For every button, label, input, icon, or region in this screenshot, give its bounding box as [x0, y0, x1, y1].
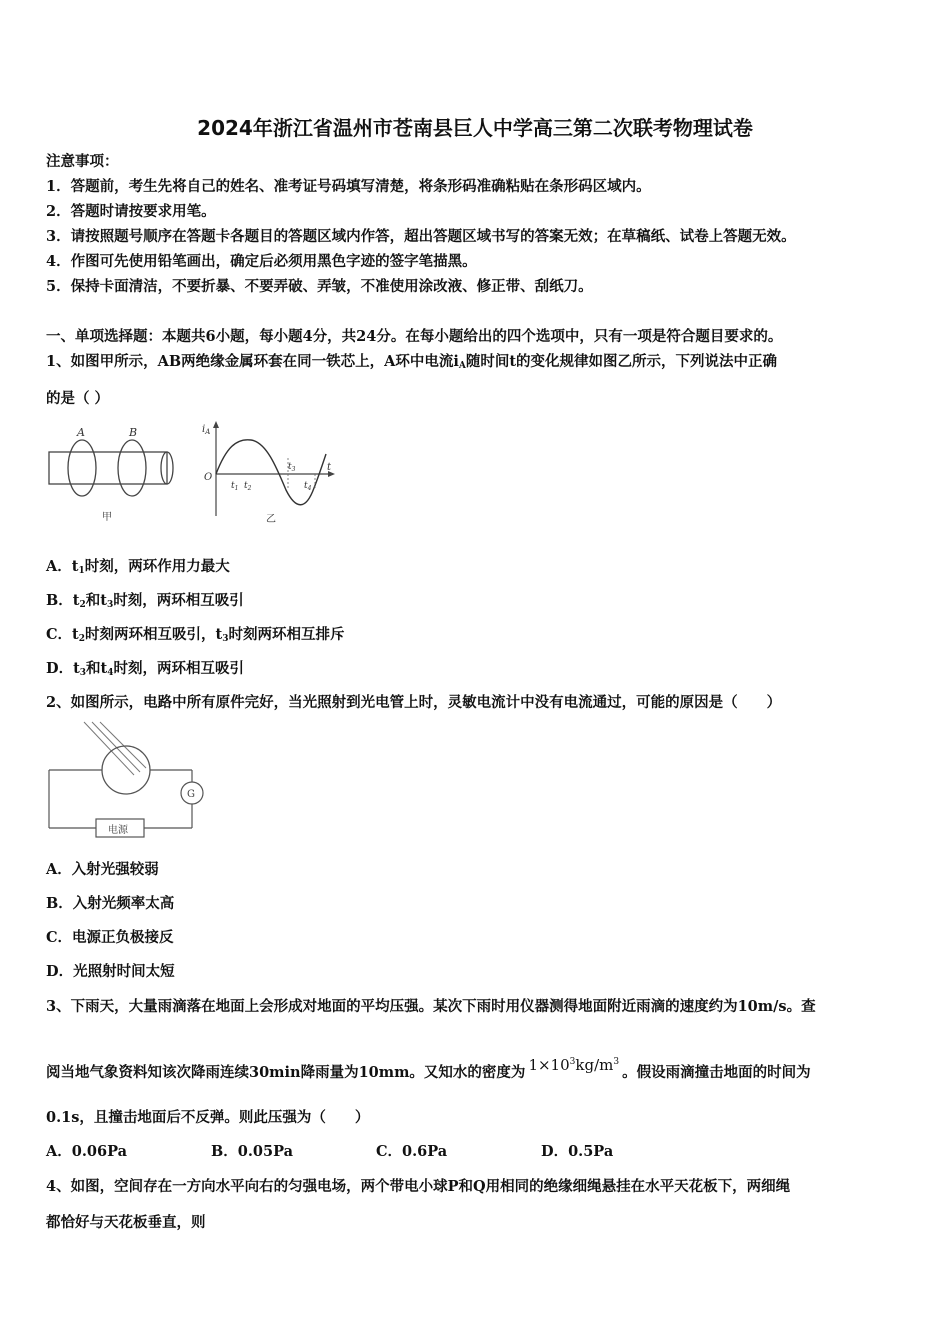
fig-caption: 甲 [102, 512, 112, 523]
notice-item: 3．请按照题号顺序在答题卡各题目的答题区域内作答，超出答题区域书写的答案无效；在草稿纸、试卷上答题无效。 [46, 228, 796, 245]
q1-option-c: C．$t_2$时刻两环相互吸引，$t_3$时刻两环相互排斥 [46, 626, 345, 644]
q1-figure-rings [44, 420, 179, 525]
q3-stem-line3: 0.1s，且撞击地面后不反弹。则此压强为（ ） [46, 1109, 370, 1126]
q2-figure-circuit [44, 720, 209, 840]
source-label: 电源 [108, 825, 128, 836]
tick-t4: $t_4$ [304, 481, 312, 492]
tick-t1: $t_1$ [231, 481, 239, 492]
q2-option-d: D．光照射时间太短 [46, 963, 175, 980]
q2-stem: 2、如图所示，电路中所有原件完好，当光照射到光电管上时，灵敏电流计中没有电流通过，可能的原因是（ ） [46, 694, 782, 711]
notice-item: 2．答题时请按要求用笔。 [46, 203, 216, 220]
q3-stem-line1: 3、下雨天，大量雨滴落在地面上会形成对地面的平均压强。某次下雨时用仪器测得地面附近雨滴的速度约为10m/s。查 [46, 998, 816, 1015]
q3-option-d: D．0.5Pa [541, 1143, 614, 1160]
q4-stem-line1: 4、如图，空间存在一方向水平向右的匀强电场，两个带电小球P和Q用相同的绝缘细绳悬挂在水平天花板下，两细绳 [46, 1178, 791, 1195]
q3-options [46, 1142, 706, 1162]
q2-option-a: A．入射光强较弱 [46, 861, 159, 878]
notice-item: 5．保持卡面清洁，不要折暴、不要弄破、弄皱，不准使用涂改液、修正带、刮纸刀。 [46, 278, 593, 295]
axis-y-label: $i_A$ [202, 424, 211, 436]
section-heading: 一、单项选择题：本题共6小题，每小题4分，共24分。在每小题给出的四个选项中，只有一项是符合题目要求的。 [46, 328, 783, 345]
q3-option-b: B．0.05Pa [211, 1143, 293, 1160]
q1-stem-line2: 的是（ ） [46, 390, 110, 407]
axis-x-label: t [327, 462, 332, 473]
q3-option-a: A．0.06Pa [46, 1143, 127, 1160]
q3-stem-line2: 阅当地气象资料知该次降雨连续30min降雨量为10mm。又知水的密度为 $1\times 10^3kg/m^3$。假设雨滴撞击地面的时间为 [46, 1056, 811, 1081]
q1-option-d: D．$t_3$和$t_4$时刻，两环相互吸引 [46, 660, 245, 678]
notice-item: 1．答题前，考生先将自己的姓名、准考证号码填写清楚，将条形码准确粘贴在条形码区域内。 [46, 178, 651, 195]
q1-stem-line1: 1、如图甲所示，AB两绝缘金属环套在同一铁芯上，A环中电流$i_A$随时间t的变化规律如图乙所示，下列说法中正确 [46, 353, 778, 371]
q1-option-a: A．$t_1$时刻，两环作用力最大 [46, 558, 230, 576]
q1-figure-graph [196, 418, 341, 526]
q2-option-b: B．入射光频率太高 [46, 895, 175, 912]
q3-option-c: C．0.6Pa [376, 1143, 448, 1160]
tick-t3: $t_3$ [288, 462, 296, 473]
notice-heading: 注意事项： [46, 153, 119, 170]
tick-t2: $t_2$ [244, 481, 252, 492]
galvanometer-label: G [187, 789, 195, 800]
q2-option-c: C．电源正负极接反 [46, 929, 174, 946]
ring-b-label: B [129, 426, 138, 439]
q1-option-b: B．$t_2$和$t_3$时刻，两环相互吸引 [46, 592, 244, 610]
q4-stem-line2: 都恰好与天花板垂直，则 [46, 1214, 206, 1231]
notice-item: 4．作图可先使用铅笔画出，确定后必须用黑色字迹的签字笔描黑。 [46, 253, 477, 270]
density-formula: $1\times 10^3kg/m^3$ [528, 1056, 620, 1074]
page-title: 2024年浙江省温州市苍南县巨人中学高三第二次联考物理试卷 [197, 116, 753, 140]
origin-label: O [204, 472, 213, 483]
fig-caption: 乙 [266, 514, 276, 525]
ring-a-label: A [77, 426, 85, 439]
